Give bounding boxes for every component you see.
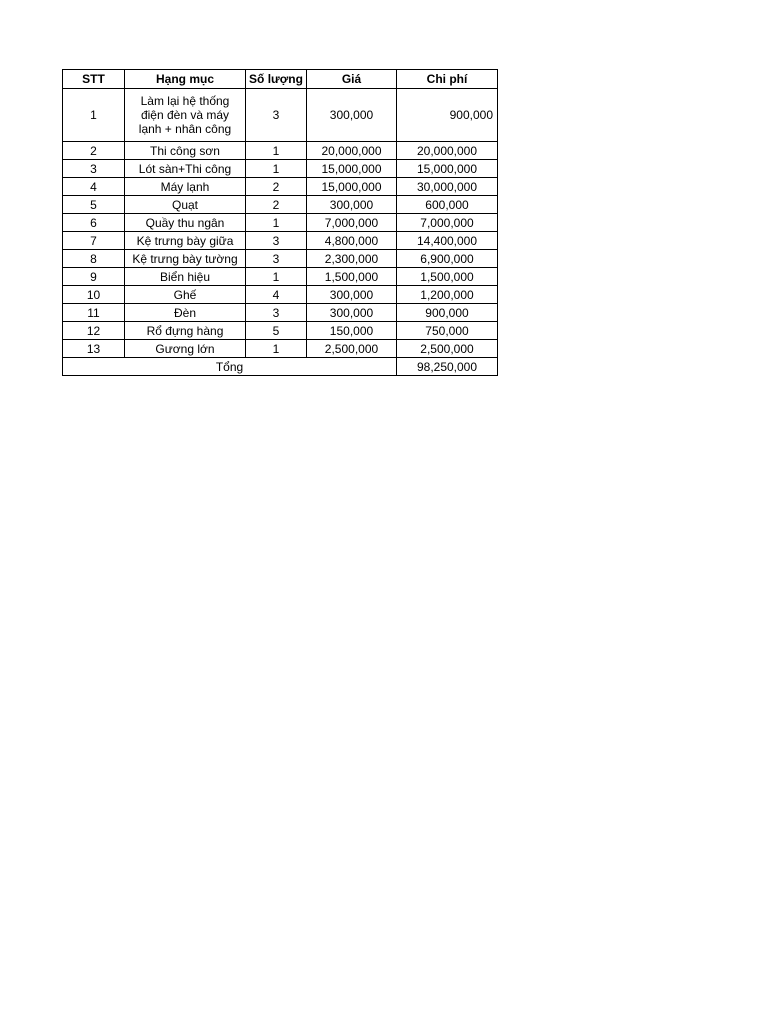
cell-price: 1,500,000 <box>307 268 397 286</box>
cell-cost: 750,000 <box>397 322 498 340</box>
cell-qty: 1 <box>246 268 307 286</box>
cell-stt: 5 <box>63 196 125 214</box>
cell-cost: 20,000,000 <box>397 142 498 160</box>
cell-stt: 1 <box>63 89 125 142</box>
cell-qty: 5 <box>246 322 307 340</box>
cell-item: Quầy thu ngân <box>125 214 246 232</box>
cell-price: 300,000 <box>307 89 397 142</box>
cell-cost: 1,500,000 <box>397 268 498 286</box>
cell-cost: 900,000 <box>397 304 498 322</box>
cell-price: 15,000,000 <box>307 160 397 178</box>
cost-table <box>62 69 498 376</box>
cell-item: Quạt <box>125 196 246 214</box>
cell-qty: 1 <box>246 340 307 358</box>
cell-price: 150,000 <box>307 322 397 340</box>
cell-stt: 13 <box>63 340 125 358</box>
cell-cost: 900,000 <box>397 89 498 142</box>
cell-item: Lót sàn+Thi công <box>125 160 246 178</box>
cell-item: Làm lại hệ thống điện đèn và máy lạnh + nhân công <box>125 89 246 142</box>
cell-qty: 3 <box>246 89 307 142</box>
cell-item: Kệ trưng bày tường <box>125 250 246 268</box>
cell-cost: 14,400,000 <box>397 232 498 250</box>
cell-qty: 3 <box>246 304 307 322</box>
table-row <box>63 268 498 286</box>
cell-stt: 11 <box>63 304 125 322</box>
cell-qty: 3 <box>246 232 307 250</box>
cell-price: 4,800,000 <box>307 232 397 250</box>
cell-qty: 4 <box>246 286 307 304</box>
cell-item: Thi công sơn <box>125 142 246 160</box>
cell-item: Gương lớn <box>125 340 246 358</box>
cell-stt: 12 <box>63 322 125 340</box>
cell-stt: 4 <box>63 178 125 196</box>
cell-price: 15,000,000 <box>307 178 397 196</box>
cell-qty: 1 <box>246 214 307 232</box>
table-row <box>63 178 498 196</box>
cell-cost: 30,000,000 <box>397 178 498 196</box>
cell-stt: 6 <box>63 214 125 232</box>
cell-qty: 1 <box>246 160 307 178</box>
cell-cost: 1,200,000 <box>397 286 498 304</box>
cell-cost: 2,500,000 <box>397 340 498 358</box>
table-row <box>63 340 498 358</box>
total-row <box>63 358 498 376</box>
header-qty: Số lượng <box>246 70 307 89</box>
table-body <box>63 89 498 376</box>
header-stt: STT <box>63 70 125 89</box>
cell-price: 300,000 <box>307 196 397 214</box>
header-row <box>63 70 498 89</box>
table-row <box>63 142 498 160</box>
table-row <box>63 196 498 214</box>
header-price: Giá <box>307 70 397 89</box>
cell-qty: 2 <box>246 196 307 214</box>
cell-item: Kệ trưng bày giữa <box>125 232 246 250</box>
cell-stt: 8 <box>63 250 125 268</box>
table-row <box>63 89 498 142</box>
table-row <box>63 322 498 340</box>
table-row <box>63 250 498 268</box>
cell-item: Máy lạnh <box>125 178 246 196</box>
cell-item: Biển hiệu <box>125 268 246 286</box>
table-row <box>63 160 498 178</box>
cell-stt: 7 <box>63 232 125 250</box>
table-row <box>63 214 498 232</box>
table-row <box>63 286 498 304</box>
cell-cost: 600,000 <box>397 196 498 214</box>
header-item: Hạng mục <box>125 70 246 89</box>
cell-qty: 2 <box>246 178 307 196</box>
cell-item: Ghế <box>125 286 246 304</box>
cell-cost: 15,000,000 <box>397 160 498 178</box>
cell-price: 7,000,000 <box>307 214 397 232</box>
table-row <box>63 232 498 250</box>
cell-stt: 9 <box>63 268 125 286</box>
header-cost: Chi phí <box>397 70 498 89</box>
cell-stt: 10 <box>63 286 125 304</box>
cell-stt: 3 <box>63 160 125 178</box>
cell-item: Rổ đựng hàng <box>125 322 246 340</box>
total-value: 98,250,000 <box>397 358 498 376</box>
cell-stt: 2 <box>63 142 125 160</box>
cell-price: 300,000 <box>307 304 397 322</box>
cell-qty: 3 <box>246 250 307 268</box>
total-label: Tổng <box>63 358 397 376</box>
cell-qty: 1 <box>246 142 307 160</box>
cell-price: 300,000 <box>307 286 397 304</box>
cell-price: 2,300,000 <box>307 250 397 268</box>
cell-price: 2,500,000 <box>307 340 397 358</box>
cell-price: 20,000,000 <box>307 142 397 160</box>
cell-item: Đèn <box>125 304 246 322</box>
cell-cost: 6,900,000 <box>397 250 498 268</box>
table-row <box>63 304 498 322</box>
cell-cost: 7,000,000 <box>397 214 498 232</box>
